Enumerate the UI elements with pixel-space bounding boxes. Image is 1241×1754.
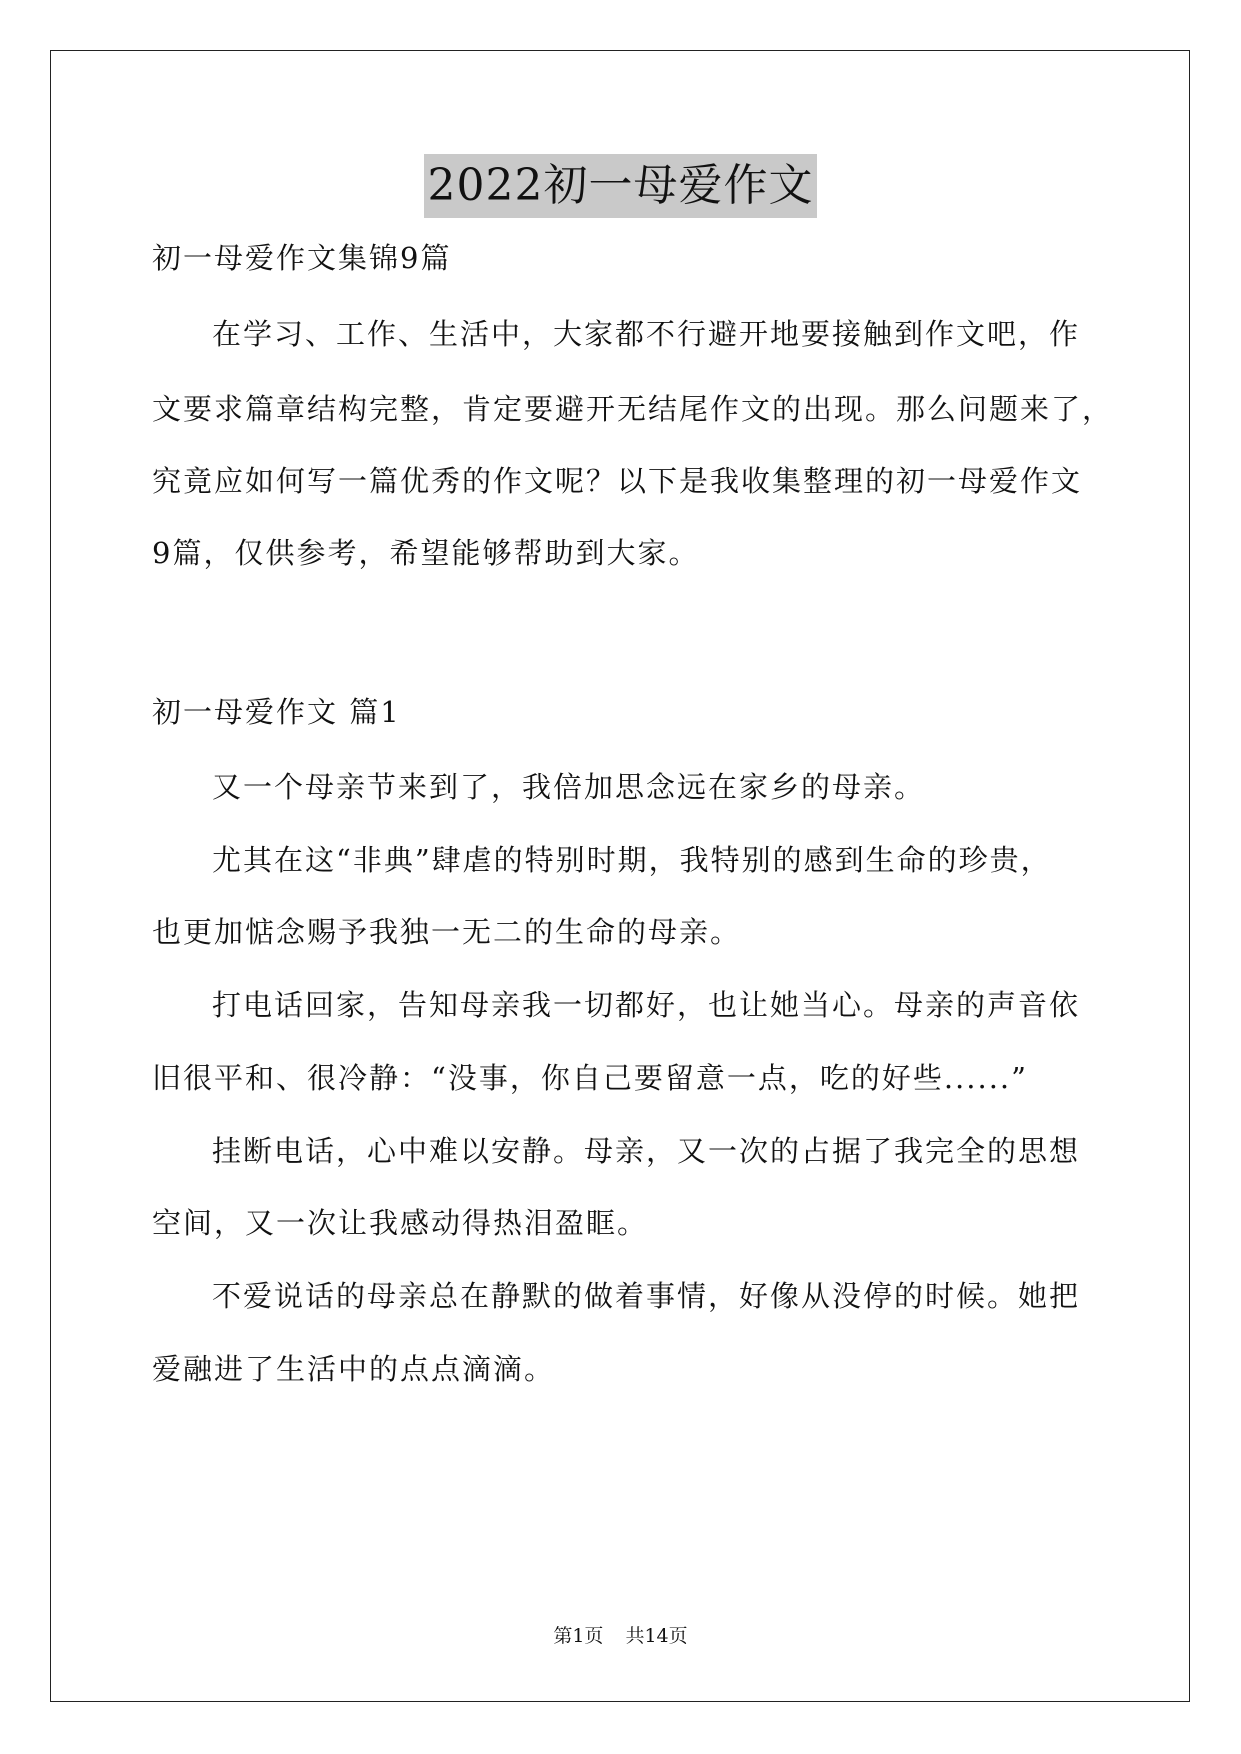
body-line-6: 挂断电话，心中难以安静。母亲，又一次的占据了我完全的思想 (212, 1134, 1081, 1168)
page-footer (0, 1621, 1241, 1648)
subtitle: 初一母爱作文集锦9篇 (152, 241, 452, 275)
body-line-5: 旧很平和、很冷静：“没事，你自己要留意一点，吃的好些......” (152, 1061, 1028, 1095)
body-line-3: 也更加惦念赐予我独一无二的生命的母亲。 (152, 915, 742, 949)
body-line-1: 又一个母亲节来到了，我倍加思念远在家乡的母亲。 (212, 770, 926, 804)
intro-line-1: 在学习、工作、生活中，大家都不行避开地要接触到作文吧，作 (212, 317, 1081, 351)
body-line-8: 不爱说话的母亲总在静默的做着事情，好像从没停的时候。她把 (212, 1279, 1081, 1313)
intro-line-4: 9篇，仅供参考，希望能够帮助到大家。 (152, 536, 700, 570)
intro-line-3: 究竟应如何写一篇优秀的作文呢？以下是我收集整理的初一母爱作文 (152, 464, 1083, 498)
body-line-9: 爱融进了生活中的点点滴滴。 (152, 1352, 556, 1386)
document-title-text: 2022初一母爱作文 (424, 154, 818, 218)
body-line-4: 打电话回家，告知母亲我一切都好，也让她当心。母亲的声音依 (212, 988, 1081, 1022)
intro-line-2: 文要求篇章结构完整，肯定要避开无结尾作文的出现。那么问题来了， (152, 392, 1114, 426)
document-title (0, 154, 1241, 218)
section-heading: 初一母爱作文 篇1 (152, 695, 401, 729)
body-line-7: 空间，又一次让我感动得热泪盈眶。 (152, 1206, 649, 1240)
body-line-2: 尤其在这“非典”肆虐的特别时期，我特别的感到生命的珍贵， (212, 843, 1052, 877)
page-number: 第1页 (553, 1625, 604, 1647)
page-total: 共14页 (625, 1625, 688, 1647)
